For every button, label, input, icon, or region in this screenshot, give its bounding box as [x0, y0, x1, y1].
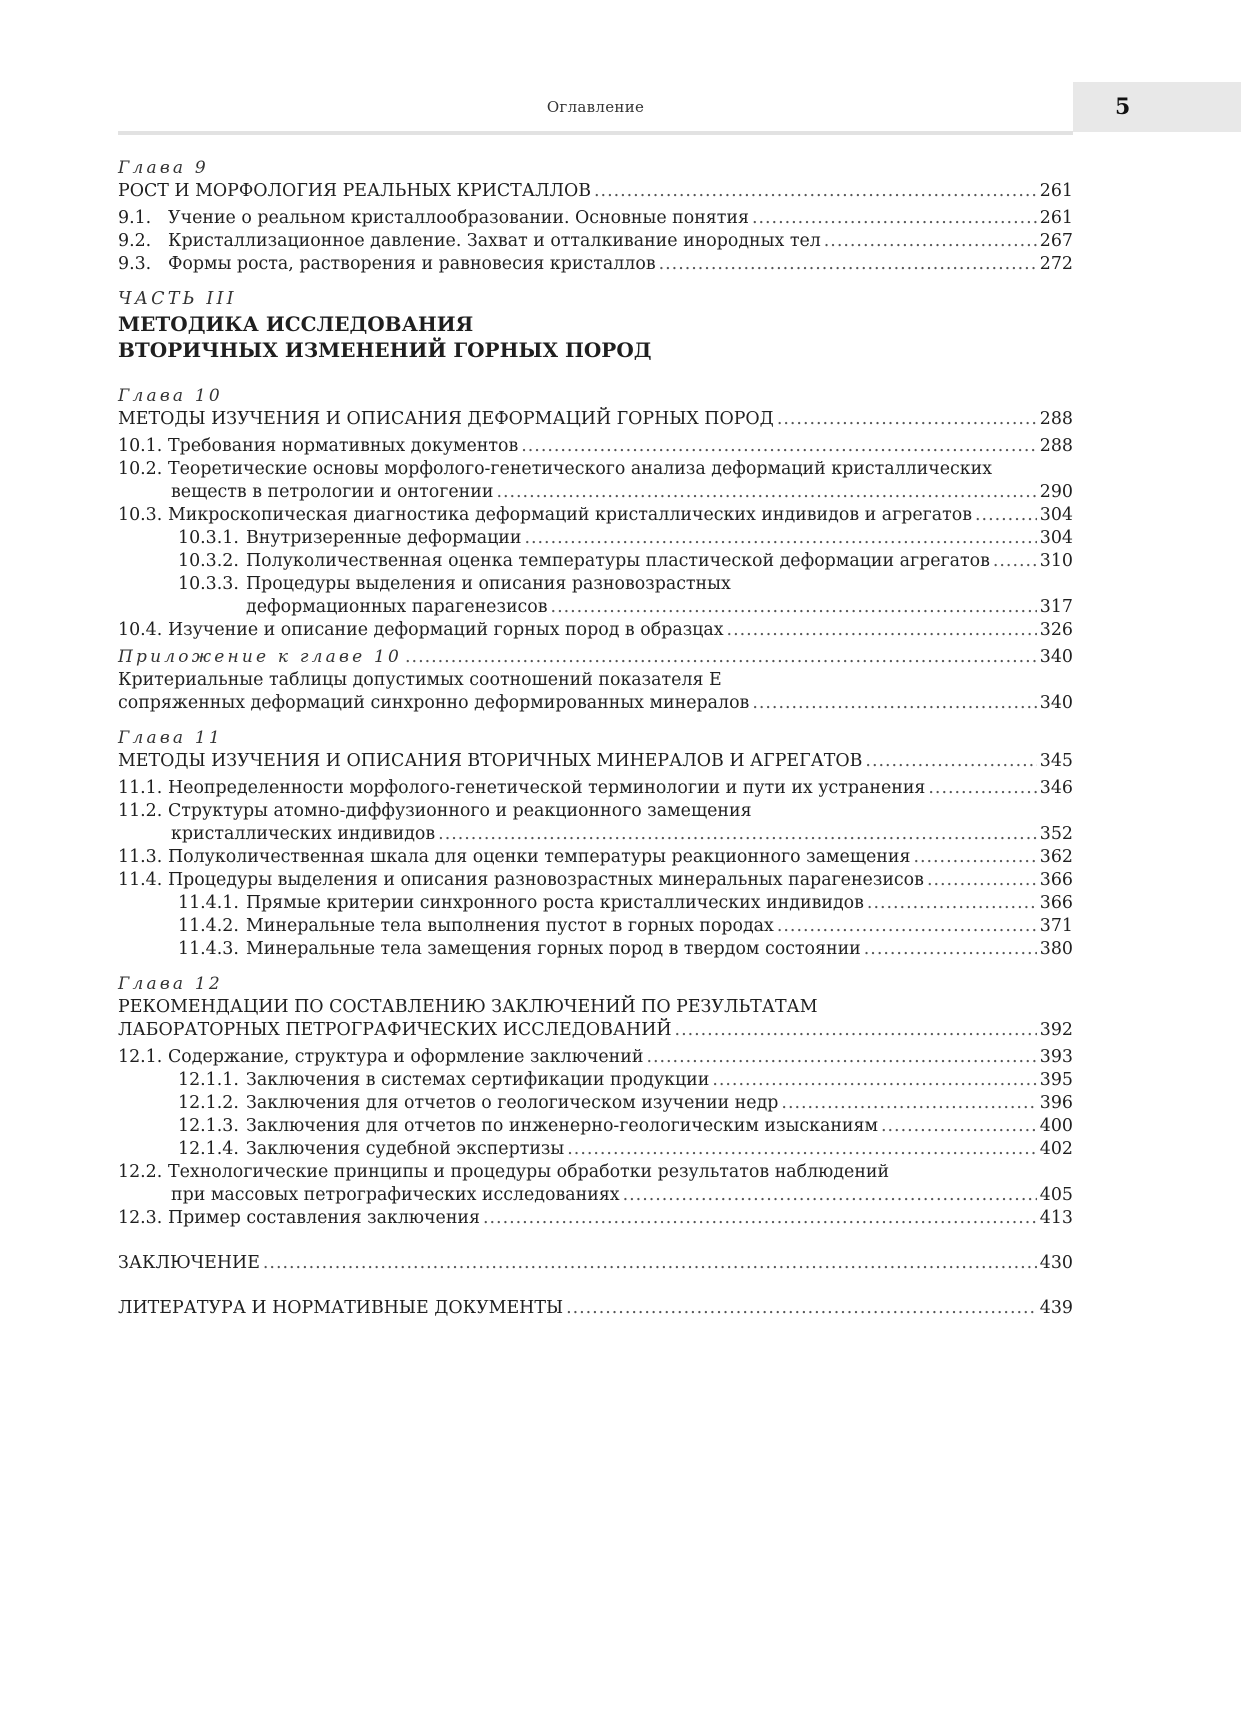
leader-dots: [864, 938, 1037, 961]
page-ref: 395: [1039, 1070, 1073, 1090]
subsection-number: 12.1.1.: [178, 1070, 239, 1090]
leader-dots: [496, 481, 1036, 504]
subsection-number: 11.4.3.: [178, 939, 239, 959]
chapter-title: РЕКОМЕНДАЦИИ ПО СОСТАВЛЕНИЮ ЗАКЛЮЧЕНИЙ ПО РЕЗУЛЬТАТАМ: [118, 997, 818, 1017]
section-number: 11.4.: [118, 870, 163, 890]
leader-dots: [483, 1207, 1037, 1230]
section-number: 9.3.: [118, 254, 152, 274]
page-ref: 304: [1039, 528, 1073, 548]
toc-entry[interactable]: [118, 1115, 1073, 1138]
section-title: Изучение и описание деформаций горных пород в образцах: [168, 620, 724, 640]
toc-entry[interactable]: [118, 869, 1073, 892]
subsection-number: 10.3.1.: [178, 528, 239, 548]
toc-entry[interactable]: [118, 408, 1073, 431]
leader-dots: [524, 527, 1036, 550]
chapter-label: Глава 11: [118, 728, 223, 748]
part-label: ЧАСТЬ III: [118, 289, 237, 309]
leader-dots: [712, 1069, 1036, 1092]
chapter-label: Глава 12: [118, 974, 223, 994]
subsection-title: Минеральные тела замещения горных пород в твердом состоянии: [246, 939, 861, 959]
chapter-title: МЕТОДЫ ИЗУЧЕНИЯ И ОПИСАНИЯ ВТОРИЧНЫХ МИНЕРАЛОВ И АГРЕГАТОВ: [118, 751, 863, 771]
subsection-number: 12.1.3.: [178, 1116, 239, 1136]
subsection-title: деформационных парагенезисов: [246, 597, 548, 617]
section-number: 12.2.: [118, 1162, 163, 1182]
page-ref: 345: [1039, 751, 1073, 771]
toc-entry[interactable]: [118, 1069, 1073, 1092]
page-ref: 310: [1039, 551, 1073, 571]
subsection-number: 11.4.2.: [178, 916, 239, 936]
leader-dots: [913, 846, 1036, 869]
page-ref: 304: [1039, 505, 1073, 525]
page-ref: 396: [1039, 1093, 1073, 1113]
section-title: Микроскопическая диагностика деформаций кристаллических индивидов и агрегатов: [168, 505, 973, 525]
section-title: кристаллических индивидов: [171, 824, 436, 844]
leader-dots: [867, 892, 1037, 915]
toc-entry[interactable]: [118, 550, 1073, 573]
section-title: Кристаллизационное давление. Захват и отталкивание инородных тел: [168, 231, 821, 251]
section-number: 11.3.: [118, 847, 163, 867]
section-number: 11.2.: [118, 801, 163, 821]
section-title: Полуколичественная шкала для оценки температуры реакционного замещения: [168, 847, 911, 867]
chapter-title: РОСТ И МОРФОЛОГИЯ РЕАЛЬНЫХ КРИСТАЛЛОВ: [118, 181, 592, 201]
page-ref: 288: [1039, 409, 1073, 429]
leader-dots: [781, 1092, 1036, 1115]
toc-entry[interactable]: [118, 458, 1073, 481]
toc-entry[interactable]: [118, 1161, 1073, 1184]
page-ref: 267: [1039, 231, 1073, 251]
subsection-title: Заключения судебной экспертизы: [246, 1139, 565, 1159]
page-ref: 362: [1039, 847, 1073, 867]
section-number: 10.4.: [118, 620, 163, 640]
toc-entry[interactable]: [118, 1092, 1073, 1115]
subsection-title: Полуколичественная оценка температуры пластической деформации агрегатов: [246, 551, 990, 571]
subsection-title: Минеральные тела выполнения пустот в горных породах: [246, 916, 774, 936]
leader-dots: [675, 1019, 1037, 1042]
part-title: ВТОРИЧНЫХ ИЗМЕНЕНИЙ ГОРНЫХ ПОРОД: [118, 338, 652, 362]
section-title: Неопределенности морфолого-генетической терминологии и пути их устранения: [168, 778, 926, 798]
toc-entry[interactable]: [118, 800, 1073, 823]
leader-dots: [824, 230, 1037, 253]
page-ref: 366: [1039, 870, 1073, 890]
subsection-number: 12.1.4.: [178, 1139, 239, 1159]
leader-dots: [521, 435, 1037, 458]
leader-dots: [777, 915, 1037, 938]
toc-entry[interactable]: [118, 915, 1073, 938]
section-title: Процедуры выделения и описания разновозрастных минеральных парагенезисов: [168, 870, 924, 890]
page-ref: 439: [1039, 1298, 1073, 1318]
toc-entry[interactable]: [118, 573, 1073, 596]
subsection-title: Заключения в системах сертификации продукции: [246, 1070, 710, 1090]
section-title: Пример составления заключения: [168, 1208, 480, 1228]
appendix-title: сопряженных деформаций синхронно деформированных минералов: [118, 693, 750, 713]
toc-entry[interactable]: [118, 435, 1073, 458]
leader-dots: [928, 777, 1036, 800]
subsection-title: Прямые критерии синхронного роста кристаллических индивидов: [246, 893, 864, 913]
page-ref: 402: [1039, 1139, 1073, 1159]
toc-entry[interactable]: [118, 777, 1073, 800]
leader-dots: [752, 207, 1037, 230]
leader-dots: [405, 646, 1037, 669]
chapter-title: ЛАБОРАТОРНЫХ ПЕТРОГРАФИЧЕСКИХ ИССЛЕДОВАНИЙ: [118, 1020, 672, 1040]
toc-entry-conclusion[interactable]: [118, 1252, 1073, 1275]
page-ref: 352: [1039, 824, 1073, 844]
toc-entry[interactable]: [118, 180, 1073, 203]
toc-entry[interactable]: [118, 527, 1073, 550]
leader-dots: [777, 408, 1037, 431]
section-number: 10.3.: [118, 505, 163, 525]
section-title: Учение о реальном кристаллообразовании. Основные понятия: [168, 208, 749, 228]
leader-dots: [263, 1252, 1037, 1275]
subsection-number: 10.3.3.: [178, 574, 239, 594]
section-title: при массовых петрографических исследованиях: [171, 1185, 620, 1205]
leader-dots: [993, 550, 1037, 573]
page-ref: 326: [1039, 620, 1073, 640]
chapter-label: Глава 9: [118, 158, 209, 178]
toc-entry[interactable]: [118, 619, 1073, 642]
toc-entry[interactable]: [118, 750, 1073, 773]
page-ref: 366: [1039, 893, 1073, 913]
toc-entry[interactable]: [118, 646, 1073, 669]
toc-entry[interactable]: [118, 504, 1073, 527]
toc-entry-continuation[interactable]: [118, 692, 1073, 715]
part-title: МЕТОДИКА ИССЛЕДОВАНИЯ: [118, 312, 474, 336]
subsection-number: 10.3.2.: [178, 551, 239, 571]
leader-dots: [594, 180, 1037, 203]
page-ref: 317: [1039, 597, 1073, 617]
subsection-number: 11.4.1.: [178, 893, 239, 913]
toc-entry[interactable]: [118, 1138, 1073, 1161]
subsection-title: Заключения для отчетов по инженерно-геологическим изысканиям: [246, 1116, 878, 1136]
leader-dots: [567, 1138, 1037, 1161]
page-number: 5: [1073, 82, 1241, 132]
chapter-label: Глава 10: [118, 386, 223, 406]
leader-dots: [927, 869, 1037, 892]
page-ref: 288: [1039, 436, 1073, 456]
leader-dots: [623, 1184, 1037, 1207]
appendix-title: Критериальные таблицы допустимых соотношений показателя E: [118, 670, 722, 690]
section-title: Требования нормативных документов: [168, 436, 519, 456]
section-number: 10.1.: [118, 436, 163, 456]
toc-entry[interactable]: [118, 207, 1073, 230]
table-of-contents: [118, 157, 1073, 1320]
section-title: Технологические принципы и процедуры обработки результатов наблюдений: [168, 1162, 890, 1182]
leader-dots: [865, 750, 1036, 773]
page-ref: 340: [1039, 693, 1073, 713]
leader-dots: [551, 596, 1037, 619]
page-ref: 346: [1039, 778, 1073, 798]
page-ref: 430: [1039, 1253, 1073, 1273]
leader-dots: [881, 1115, 1037, 1138]
running-header: Оглавление: [546, 98, 645, 116]
section-number: 11.1.: [118, 778, 163, 798]
section-number: 9.1.: [118, 208, 152, 228]
section-title: Теоретические основы морфолого-генетического анализа деформаций кристаллических: [168, 459, 993, 479]
subsection-title: Заключения для отчетов о геологическом изучении недр: [246, 1093, 779, 1113]
section-title: Содержание, структура и оформление заключений: [168, 1047, 644, 1067]
toc-entry-continuation[interactable]: [118, 481, 1073, 504]
page-ref: 413: [1039, 1208, 1073, 1228]
leader-dots: [566, 1297, 1037, 1320]
section-number: 12.3.: [118, 1208, 163, 1228]
page-ref: 392: [1039, 1020, 1073, 1040]
conclusion-title: ЗАКЛЮЧЕНИЕ: [118, 1253, 260, 1273]
section-number: 9.2.: [118, 231, 152, 251]
page-ref: 272: [1039, 254, 1073, 274]
leader-dots: [659, 253, 1037, 276]
chapter-title: МЕТОДЫ ИЗУЧЕНИЯ И ОПИСАНИЯ ДЕФОРМАЦИЙ ГОРНЫХ ПОРОД: [118, 409, 774, 429]
section-number: 12.1.: [118, 1047, 163, 1067]
page-ref: 261: [1039, 208, 1073, 228]
toc-entry[interactable]: [118, 1207, 1073, 1230]
subsection-title: Процедуры выделения и описания разновозрастных: [246, 574, 731, 594]
toc-entry[interactable]: [118, 253, 1073, 276]
section-title: Формы роста, растворения и равновесия кристаллов: [168, 254, 656, 274]
section-number: 10.2.: [118, 459, 163, 479]
page-ref: 340: [1039, 647, 1073, 667]
page-ref: 261: [1039, 181, 1073, 201]
section-title: веществ в петрологии и онтогении: [171, 482, 494, 502]
page-ref: 290: [1039, 482, 1073, 502]
literature-title: ЛИТЕРАТУРА И НОРМАТИВНЫЕ ДОКУМЕНТЫ: [118, 1298, 564, 1318]
toc-entry-continuation[interactable]: [118, 823, 1073, 846]
toc-entry[interactable]: [118, 892, 1073, 915]
toc-entry-continuation[interactable]: [118, 1184, 1073, 1207]
toc-entry-literature[interactable]: [118, 1297, 1073, 1320]
toc-entry[interactable]: [118, 938, 1073, 961]
leader-dots: [727, 619, 1037, 642]
toc-entry-continuation[interactable]: [118, 596, 1073, 619]
toc-entry[interactable]: [118, 230, 1073, 253]
page-ref: 405: [1039, 1185, 1073, 1205]
section-title: Структуры атомно-диффузионного и реакционного замещения: [168, 801, 752, 821]
toc-entry[interactable]: [118, 846, 1073, 869]
leader-dots: [438, 823, 1037, 846]
subsection-number: 12.1.2.: [178, 1093, 239, 1113]
page-ref: 380: [1039, 939, 1073, 959]
leader-dots: [975, 504, 1037, 527]
page-ref: 371: [1039, 916, 1073, 936]
toc-entry[interactable]: [118, 1019, 1073, 1042]
leader-dots: [646, 1046, 1036, 1069]
page-ref: 400: [1039, 1116, 1073, 1136]
appendix-label: Приложение к главе 10: [118, 647, 403, 667]
header-rule: [118, 131, 1073, 135]
page-ref: 393: [1039, 1047, 1073, 1067]
subsection-title: Внутризеренные деформации: [246, 528, 522, 548]
toc-entry[interactable]: [118, 1046, 1073, 1069]
leader-dots: [752, 692, 1036, 715]
